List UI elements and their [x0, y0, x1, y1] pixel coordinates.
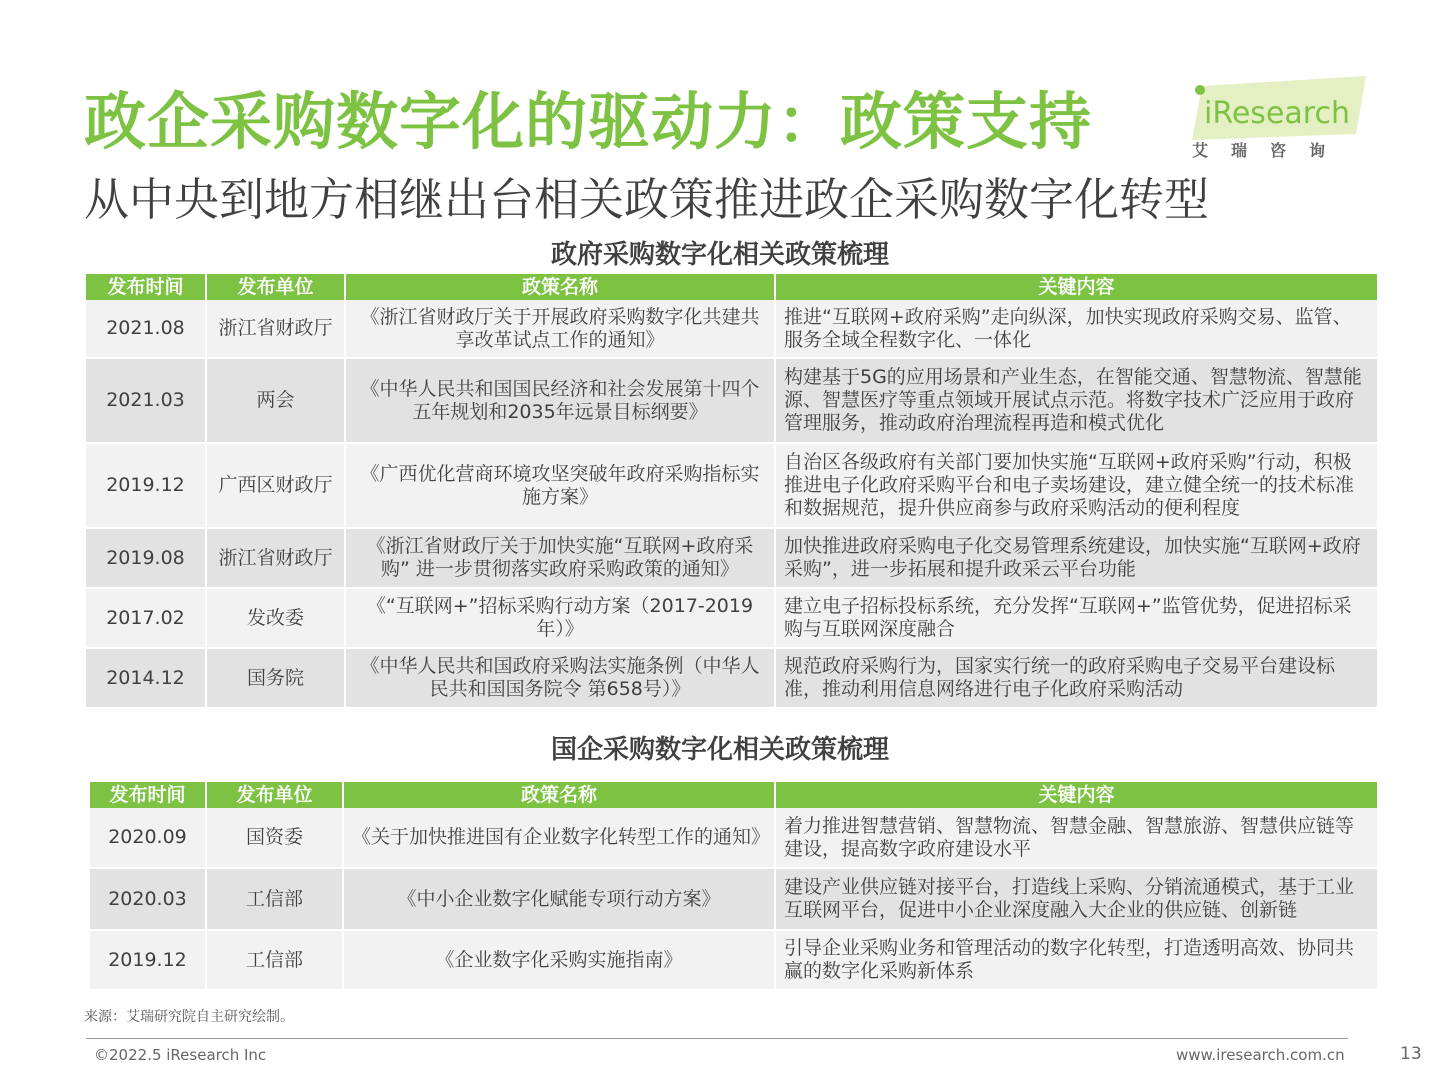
cell-unit: 国资委	[206, 808, 343, 868]
cell-date: 2019.08	[86, 528, 206, 588]
cell-name: 《“互联网+”招标采购行动方案（2017-2019年）》	[345, 588, 775, 648]
cell-name: 《企业数字化采购实施指南》	[343, 930, 775, 990]
table-header-row	[86, 274, 1378, 300]
cell-date: 2017.02	[86, 588, 206, 648]
cell-content: 自治区各级政府有关部门要加快实施“互联网+政府采购”行动，积极推进电子化政府采购平台和电子卖场建设，建立健全统一的技术标准和数据规范，提升供应商参与政府采购活动的便利程度	[775, 443, 1378, 528]
cell-content: 规范政府采购行为，国家实行统一的政府采购电子交易平台建设标准，推动利用信息网络进行电子化政府采购活动	[775, 648, 1378, 708]
cell-date: 2019.12	[90, 930, 206, 990]
table-row	[86, 528, 1378, 588]
cell-name: 《中华人民共和国政府采购法实施条例（中华人民共和国国务院令 第658号）》	[345, 648, 775, 708]
page-title: 政企采购数字化的驱动力：政策支持	[84, 85, 1093, 158]
cell-date: 2019.12	[86, 443, 206, 528]
cell-name: 《浙江省财政厅关于开展政府采购数字化共建共享改革试点工作的通知》	[345, 300, 775, 358]
soe-policy-table	[90, 782, 1379, 991]
cell-date: 2014.12	[86, 648, 206, 708]
cell-name: 《浙江省财政厅关于加快实施“互联网+政府采购” 进一步贯彻落实政府采购政策的通知》	[345, 528, 775, 588]
cell-name: 《中华人民共和国国民经济和社会发展第十四个五年规划和2035年远景目标纲要》	[345, 358, 775, 443]
header-name: 政策名称	[345, 274, 775, 300]
header-unit: 发布单位	[206, 274, 345, 300]
header-date: 发布时间	[86, 274, 206, 300]
table-row	[86, 300, 1378, 358]
cell-unit: 浙江省财政厅	[206, 300, 345, 358]
cell-content: 建立电子招标投标系统，充分发挥“互联网+”监管优势，促进招标采购与互联网深度融合	[775, 588, 1378, 648]
table-header-row	[90, 782, 1378, 808]
page-number: 13	[1400, 1044, 1422, 1064]
gov-table-title: 政府采购数字化相关政策梳理	[550, 240, 889, 270]
cell-date: 2020.03	[90, 868, 206, 930]
cell-content: 着力推进智慧营销、智慧物流、智慧金融、智慧旅游、智慧供应链等建设，提高数字政府建设水平	[775, 808, 1378, 868]
header-content: 关键内容	[775, 782, 1378, 808]
logo-wordmark: iResearch	[1204, 96, 1350, 131]
footer-url[interactable]: www.iresearch.com.cn	[1176, 1046, 1345, 1064]
page-subtitle: 从中央到地方相继出台相关政策推进政企采购数字化转型	[84, 173, 1210, 226]
cell-content: 构建基于5G的应用场景和产业生态，在智能交通、智慧物流、智慧能源、智慧医疗等重点领域开展试点示范。将数字技术广泛应用于政府管理服务，推动政府治理流程再造和模式优化	[775, 358, 1378, 443]
logo-cn-text: 艾瑞咨询	[1192, 141, 1349, 160]
table-row	[86, 648, 1378, 708]
cell-unit: 工信部	[206, 930, 343, 990]
header-content: 关键内容	[775, 274, 1378, 300]
cell-date: 2020.09	[90, 808, 206, 868]
table-row	[86, 358, 1378, 443]
cell-unit: 国务院	[206, 648, 345, 708]
table-row	[90, 808, 1378, 868]
cell-unit: 工信部	[206, 868, 343, 930]
cell-content: 推进“互联网+政府采购”走向纵深，加快实现政府采购交易、监管、服务全域全程数字化、一体化	[775, 300, 1378, 358]
header-unit: 发布单位	[206, 782, 343, 808]
header-date: 发布时间	[90, 782, 206, 808]
gov-policy-table	[86, 274, 1379, 709]
table-row	[90, 868, 1378, 930]
cell-name: 《中小企业数字化赋能专项行动方案》	[343, 868, 775, 930]
table-row	[90, 930, 1378, 990]
footer-divider	[86, 1038, 1348, 1039]
cell-unit: 两会	[206, 358, 345, 443]
cell-content: 引导企业采购业务和管理活动的数字化转型，打造透明高效、协同共赢的数字化采购新体系	[775, 930, 1378, 990]
cell-unit: 广西区财政厅	[206, 443, 345, 528]
cell-unit: 浙江省财政厅	[206, 528, 345, 588]
cell-content: 加快推进政府采购电子化交易管理系统建设，加快实施“互联网+政府采购”，进一步拓展和提升政采云平台功能	[775, 528, 1378, 588]
cell-name: 《关于加快推进国有企业数字化转型工作的通知》	[343, 808, 775, 868]
cell-date: 2021.03	[86, 358, 206, 443]
cell-unit: 发改委	[206, 588, 345, 648]
header-name: 政策名称	[343, 782, 775, 808]
source-note: 来源：艾瑞研究院自主研究绘制。	[84, 1009, 294, 1025]
cell-date: 2021.08	[86, 300, 206, 358]
table-row	[86, 588, 1378, 648]
cell-content: 建设产业供应链对接平台，打造线上采购、分销流通模式，基于工业互联网平台，促进中小企业深度融入大企业的供应链、创新链	[775, 868, 1378, 930]
soe-table-title: 国企采购数字化相关政策梳理	[550, 735, 889, 765]
iresearch-logo	[1188, 76, 1368, 166]
footer-copyright: ©2022.5 iResearch Inc	[94, 1046, 267, 1064]
cell-name: 《广西优化营商环境攻坚突破年政府采购指标实施方案》	[345, 443, 775, 528]
table-row	[86, 443, 1378, 528]
